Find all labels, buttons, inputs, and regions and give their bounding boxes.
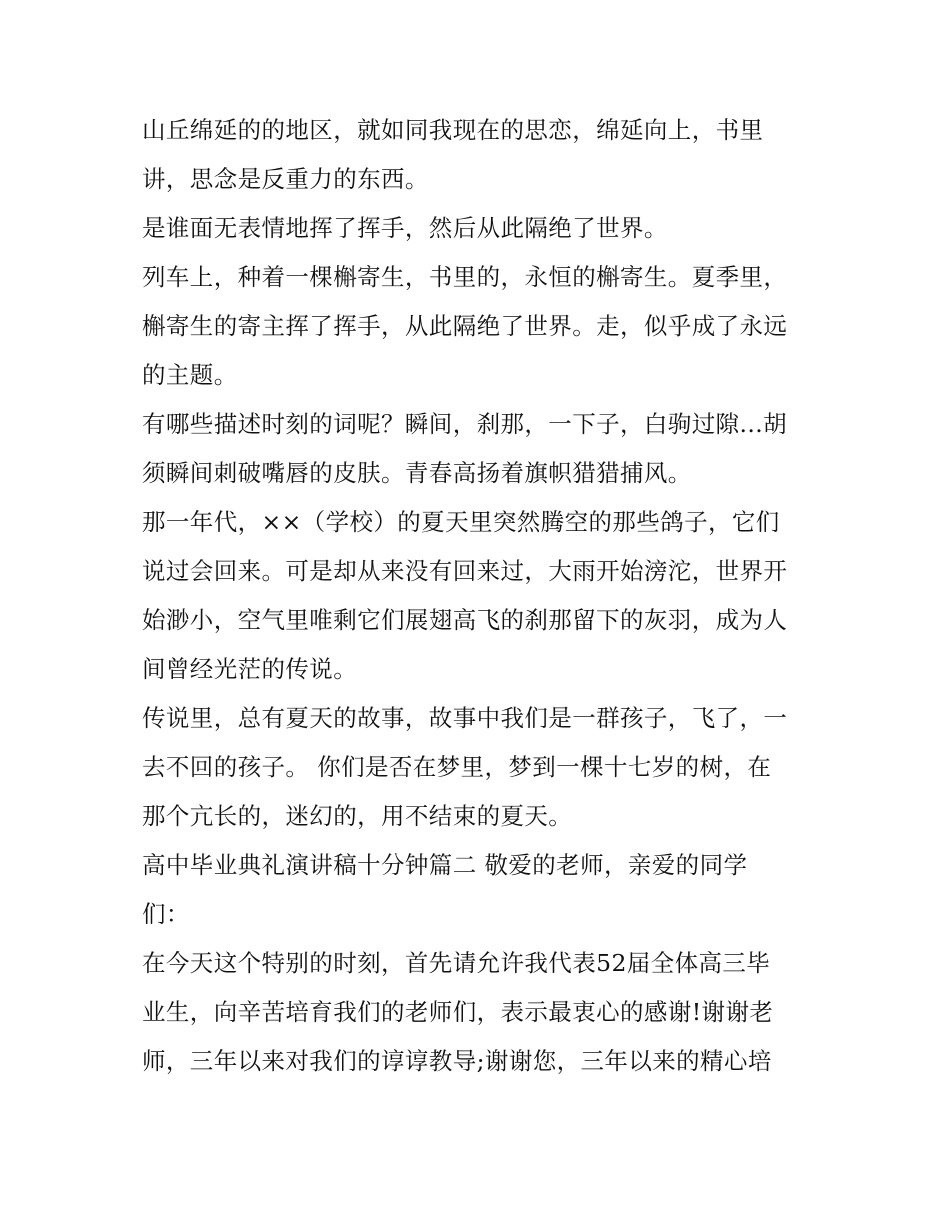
- paragraph: [142, 694, 842, 841]
- document-body: [142, 106, 842, 1086]
- paragraph: [142, 400, 842, 498]
- text-line: 去不回的孩子。 你们是否在梦里，梦到一棵十七岁的树，在: [142, 753, 772, 781]
- section-heading-paragraph: [142, 841, 842, 939]
- text-line: 那一年代，××（学校）的夏天里突然腾空的那些鸽子，它们: [142, 508, 780, 536]
- paragraph: [142, 498, 842, 694]
- text-line: 业生，向辛苦培育我们的老师们，表示最衷心的感谢!谢谢老: [142, 998, 774, 1026]
- text-line: 槲寄生的寄主挥了挥手，从此隔绝了世界。走，似乎成了永远: [142, 312, 788, 340]
- paragraph: [142, 253, 842, 400]
- text-line: 的主题。: [142, 361, 238, 389]
- text-line: 有哪些描述时刻的词呢？瞬间，刹那，一下子，白驹过隙...胡: [142, 410, 788, 438]
- text-line: 高中毕业典礼演讲稿十分钟篇二 敬爱的老师，亲爱的同学: [142, 851, 748, 879]
- text-line: 是谁面无表情地挥了挥手，然后从此隔绝了世界。: [142, 214, 668, 242]
- text-line: 传说里，总有夏天的故事，故事中我们是一群孩子，飞了，一: [142, 704, 788, 732]
- text-line: 间曾经光茫的传说。: [142, 655, 358, 683]
- text-line: 列车上，种着一棵槲寄生，书里的，永恒的槲寄生。夏季里，: [142, 263, 788, 291]
- text-line: 那个亢长的，迷幻的，用不结束的夏天。: [142, 802, 573, 830]
- text-line: 始渺小，空气里唯剩它们展翅高飞的刹那留下的灰羽，成为人: [142, 606, 788, 634]
- paragraph: [142, 939, 842, 1086]
- paragraph: [142, 106, 842, 204]
- text-line: 说过会回来。可是却从来没有回来过，大雨开始滂沱，世界开: [142, 557, 788, 585]
- text-line: 在今天这个特别的时刻，首先请允许我代表52届全体高三毕: [142, 949, 771, 977]
- text-line: 山丘绵延的的地区，就如同我现在的思恋，绵延向上，书里: [142, 116, 764, 144]
- paragraph: [142, 204, 842, 253]
- text-line: 们：: [142, 900, 190, 928]
- text-line: 须瞬间刺破嘴唇的皮肤。青春高扬着旗帜猎猎捕风。: [142, 459, 692, 487]
- text-line: 讲，思念是反重力的东西。: [142, 165, 429, 193]
- text-line: 师，三年以来对我们的谆谆教导;谢谢您，三年以来的精心培: [142, 1047, 772, 1075]
